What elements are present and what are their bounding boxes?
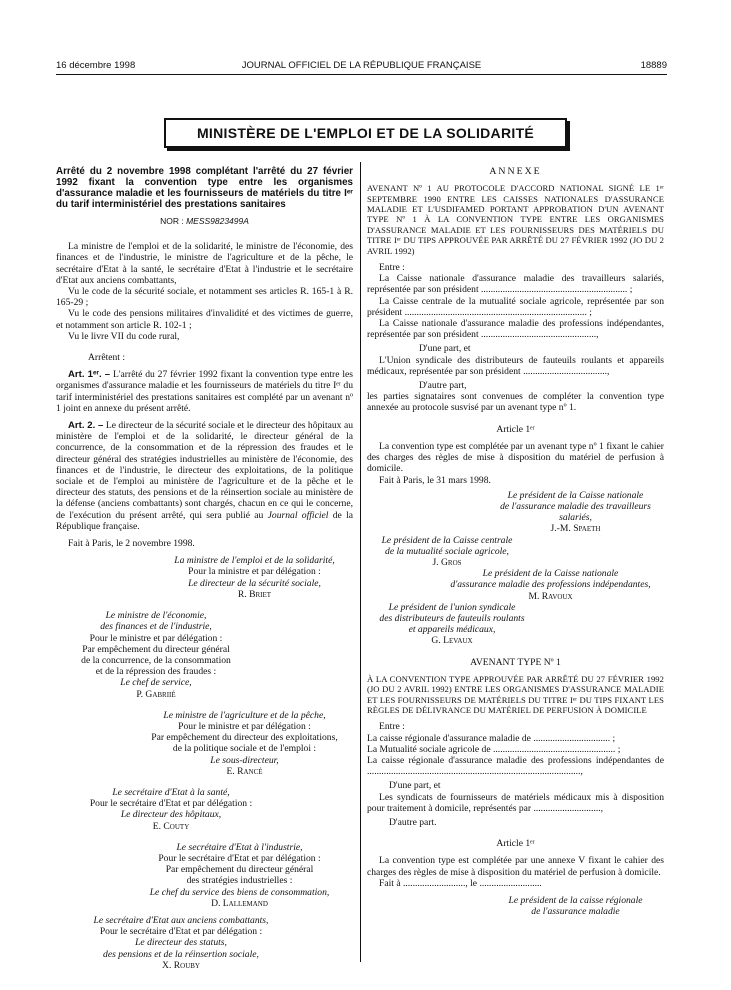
paragraph: L'Union syndicale des distributeurs de fauteuils roulants et appareils médicaux, représentée par son président ..................................., (367, 354, 664, 377)
header-date: 16 décembre 1998 (56, 60, 136, 71)
signature-line: des distributeurs de fauteuils roulants (379, 612, 525, 624)
signature-line: de la concurrence, de la consommation (81, 654, 231, 666)
article-2-end: de la République française. (56, 509, 353, 532)
signature-line: Pour le secrétaire d'Etat et par délégation : (158, 852, 321, 864)
paragraph: La Caisse nationale d'assurance maladie des travailleurs salariés, représentée par son président ............................................................. ; (367, 273, 664, 296)
signature-block (367, 535, 527, 569)
signature-line: Le directeur des statuts, (135, 937, 227, 949)
signature-line: des stratégies industrielles : (186, 875, 293, 887)
signature-line: de la politique sociale et de l'emploi : (172, 743, 317, 755)
signatory-name: M. Ravoux (528, 590, 573, 602)
paragraph: D'autre part. (389, 817, 437, 828)
signature-line: de l'assurance maladie (531, 906, 620, 918)
signature-line: Par empêchement du directeur des exploitations, (151, 732, 338, 744)
avenant-type-heading: AVENANT TYPE Nº 1 (470, 656, 561, 668)
decree-title: Arrêté du 2 novembre 1998 complétant l'arrêté du 27 février 1992 fixant la convention type entre les organismes d'assurance maladie et les fournisseurs de matériels du titre Iᵉʳ du tarif interministériel des prestations sanitaires (56, 166, 353, 210)
header-journal: JOURNAL OFFICIEL DE LA RÉPUBLIQUE FRANÇAISE (241, 60, 482, 71)
signature-line: Pour le ministre et par délégation : (89, 632, 223, 644)
signature-line: Le directeur des hôpitaux, (120, 809, 222, 821)
signature-block (367, 602, 537, 647)
signature-line: Le directeur de la sécurité sociale, (188, 577, 321, 589)
signature-block (156, 555, 353, 600)
signature-line: Le ministre de l'économie, (105, 610, 207, 622)
signature-line: Le chef du service des biens de consommation, (149, 886, 330, 898)
signatory-name: P. Gabriié (136, 688, 176, 700)
signatory-name: R. Briet (237, 588, 272, 600)
arretent: Arrêtent : (88, 352, 126, 364)
intro-paragraph: Vu le livre VII du code rural, (68, 330, 180, 342)
ministry-title: MINISTÈRE DE L'EMPLOI ET DE LA SOLIDARITÉ (164, 118, 567, 148)
signature-block (437, 568, 664, 602)
signature-line: Le président de la caisse régionale (508, 895, 643, 907)
signature-block (487, 895, 664, 917)
article-2-label: Art. 2. – (68, 420, 104, 432)
annexe-heading: ANNEXE (489, 166, 542, 177)
article-2-journal: Journal officiel (267, 509, 329, 521)
signatory-name: E. Couty (152, 820, 190, 832)
signature-block (56, 787, 286, 832)
signature-line: Pour le ministre et par délégation : (178, 720, 311, 732)
signature-line: de la mutualité sociale agricole, (385, 545, 509, 557)
paragraph: D'autre part, (419, 380, 467, 392)
column-divider (360, 162, 361, 962)
signature-line: Le secrétaire d'Etat à la santé, (112, 786, 230, 798)
signatory-name: G. Levaux (431, 635, 473, 647)
signatory-name: E. Rancé (226, 765, 263, 777)
article-1 (56, 369, 353, 414)
signature-line: Pour la ministre et par délégation : (188, 566, 321, 578)
signatory-name: D. Lallemand (211, 897, 268, 909)
paragraph: La convention type est complétée par une annexe V fixant le cahier des charges des règles de mise à disposition du matériel de perfusion à domicile. (367, 855, 664, 878)
paragraph: les parties signataires sont convenues de compléter la convention type annexée au protocole susvisé par un avenant type nº 1. (367, 391, 664, 414)
signature-block (56, 915, 306, 971)
right-column (367, 166, 664, 917)
intro-paragraph: La ministre de l'emploi et de la solidarité, le ministre de l'économie, des finances et de l'industrie, le ministre de l'agriculture et de la pêche, le secrétaire d'Etat à la santé, le secrétaire d'Etat à l'industrie et le secrétaire d'Etat aux anciens combattants, (56, 241, 353, 286)
avenant-type-title: À LA CONVENTION TYPE APPROUVÉE PAR ARRÊTÉ DU 27 FÉVRIER 1992 (JO DU 2 AVRIL 1992) ENTRE LES ORGANISMES D'ASSURANCE MALADIE ET LES FOURNISSEURS DE MATÉRIELS DU TITRE Iᵉʳ DU TIPS FIXANT LES RÈGLES DE DÉLIVRANCE DU MATÉRIEL DE PERFUSION À DOMICILE (367, 673, 664, 715)
signature-line: des finances et de l'industrie, (100, 621, 212, 633)
paragraph: La Mutualité sociale agricole de ................................................... ; (367, 743, 621, 755)
paragraph: D'une part, et (389, 780, 441, 792)
intro-paragraph: Vu le code des pensions militaires d'invalidité et des victimes de guerre, et notamment son article R. 102-1 ; (56, 308, 353, 331)
signature-line: et appareils médicaux, (408, 624, 496, 636)
article-heading: Article 1ᵉʳ (496, 423, 535, 435)
article-2-text: Le directeur de la sécurité sociale et le directeur des hôpitaux au ministère de l'emploi et de la solidarité, le directeur général de la concurrence, de la consommation et de la répression des fraudes et le directeur général des stratégies industrielles au ministère de l'économie, des finances et de l'industrie, le directeur des exploitations, de la politique sociale et de l'emploi au ministère de l'agriculture et de la pêche et le directeur des statuts, des pensions et de la réinsertion sociale au ministère de la défense (anciens combattants) sont chargés, chacun en ce qui le concerne, de l'exécution du présent arrêté, qui sera publié au (56, 420, 354, 521)
signing-place-date: Fait à .........................., le .......................... (379, 877, 542, 889)
signatory-name: J.-M. Spaeth (550, 523, 601, 535)
signature-line: des pensions et de la réinsertion sociale, (103, 948, 259, 960)
paragraph: Entre : (379, 262, 405, 274)
signature-line: Par empêchement du directeur général (82, 643, 230, 655)
signature-line: Le sous-directeur, (210, 754, 279, 766)
signature-line: Le président de l'union syndicale (388, 601, 516, 613)
signature-block (56, 610, 256, 700)
signing-place-date: Fait à Paris, le 2 novembre 1998. (68, 538, 195, 550)
paragraph: La caisse régionale d'assurance maladie de ................................ ; (367, 732, 616, 744)
left-column (56, 166, 353, 971)
signature-line: La ministre de l'emploi et de la solidarité, (174, 555, 335, 567)
signature-block (126, 842, 353, 909)
signatory-name: J. Gros (432, 556, 462, 568)
article-1-label: Art. 1ᵉʳ. – (68, 369, 111, 381)
paragraph: D'une part, et (419, 343, 471, 355)
signature-line: d'assurance maladie des professions indépendantes, (450, 579, 651, 591)
signature-block (487, 490, 664, 535)
avenant-title: AVENANT Nº 1 AU PROTOCOLE D'ACCORD NATIONAL SIGNÉ LE 1ᵉʳ SEPTEMBRE 1990 ENTRE LES CAISSES NATIONALES D'ASSURANCE MALADIE ET L'USDIFAMED PORTANT APPROBATION D'UN AVENANT TYPE Nº 1 À LA CONVENTION TYPE ENTRE LES ORGANISMES D'ASSURANCE MALADIE ET LES FOURNISSEURS DES MATÉRIELS DU TITRE Iᵉʳ DU TIPS APPROUVÉE PAR ARRÊTÉ DU 27 FÉVRIER 1992 (JO DU 2 AVRIL 1992) (367, 183, 664, 256)
signature-line: Le ministre de l'agriculture et de la pêche, (163, 709, 326, 721)
article-2 (56, 420, 353, 532)
signature-line: de l'assurance maladie des travailleurs salariés, (500, 500, 651, 524)
paragraph: La caisse régionale d'assurance maladie des professions indépendantes de ........................................................................................., (367, 754, 664, 778)
signature-line: et de la répression des fraudes : (95, 666, 217, 678)
header-page-number: 18889 (640, 60, 667, 71)
signature-line: Le secrétaire d'Etat aux anciens combattants, (93, 914, 269, 926)
signature-line: Par empêchement du directeur général (165, 864, 314, 876)
signature-line: Pour le secrétaire d'Etat et par délégation : (89, 798, 253, 810)
article-1-text: L'arrêté du 27 février 1992 fixant la convention type entre les organismes d'assurance maladie et les fournisseurs de matériels du titre Iᵉʳ du tarif interministériel des prestations sanitaires est complété par un avenant nº 1 joint en annexe du présent arrêté. (56, 369, 353, 414)
signature-line: Le secrétaire d'Etat à l'industrie, (176, 841, 303, 853)
signature-line: Le président de la Caisse centrale (381, 534, 513, 546)
signing-place-date: Fait à Paris, le 31 mars 1998. (379, 474, 491, 486)
article-heading: Article 1ᵉʳ (496, 838, 535, 850)
signature-line: Pour le secrétaire d'Etat et par délégation : (99, 926, 263, 938)
paragraph: Entre : (379, 721, 405, 733)
signature-block (136, 710, 353, 777)
signature-line: Le chef de service, (120, 677, 192, 689)
intro-paragraph: Vu le code de la sécurité sociale, et notamment ses articles R. 165-1 à R. 165-29 ; (56, 286, 353, 309)
header-rule (56, 74, 667, 75)
nor-label: NOR : (160, 216, 184, 226)
signature-line: Le président de la Caisse nationale (482, 568, 619, 580)
nor-code: MESS9823499A (186, 216, 249, 226)
nor-reference (56, 216, 353, 227)
paragraph: Les syndicats de fournisseurs de matériels médicaux mis à disposition pour traitement à domicile, représentés par ............................, (367, 791, 664, 814)
paragraph: La convention type est complétée par un avenant type nº 1 fixant le cahier des charges des règles de mise à disposition du matériel de perfusion à domicile. (367, 440, 664, 475)
paragraph: La Caisse centrale de la mutualité sociale agricole, représentée par son président ............................................................................ ; (367, 295, 664, 318)
signatory-name: X. Rouby (162, 959, 200, 971)
paragraph: La Caisse nationale d'assurance maladie des professions indépendantes, représentée par son président ................................................, (367, 318, 664, 341)
signature-line: Le président de la Caisse nationale (507, 489, 644, 501)
page-header (56, 60, 667, 74)
